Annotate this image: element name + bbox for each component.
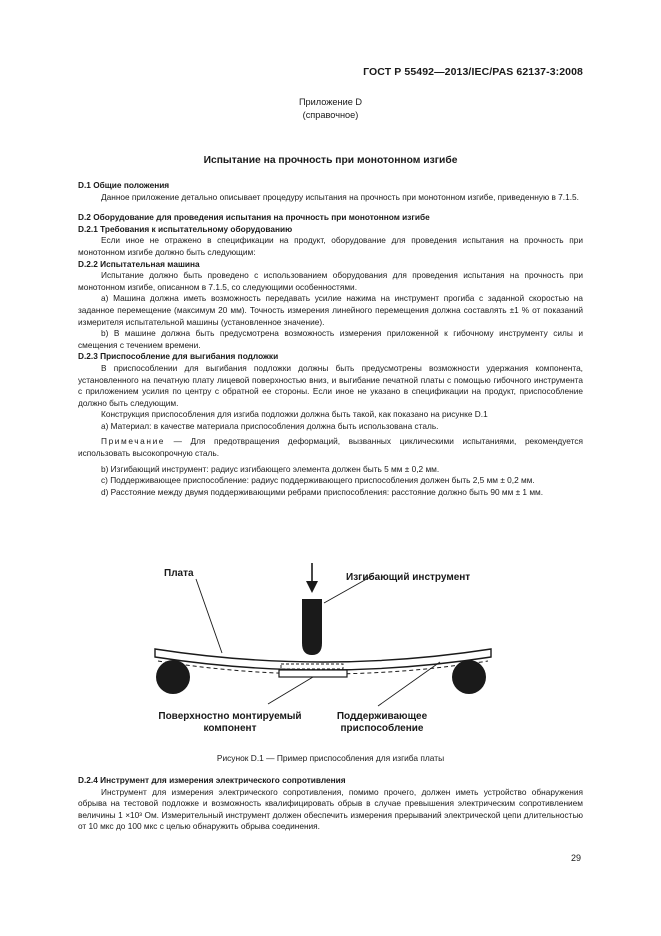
note-text: — Для предотвращения деформаций, вызванных циклическими испытаниями, рекомендуется использовать высокопрочную сталь. (78, 436, 583, 459)
body-text-lower (78, 775, 583, 833)
section-d1-text: Данное приложение детально описывает процедуру испытания на прочность при монотонном изгибе, приведенную в 7.1.5. (101, 191, 579, 202)
standard-code: ГОСТ Р 55492—2013/IEC/PAS 62137-3:2008 (363, 66, 583, 78)
section-d22-item-a: а) Машина должна иметь возможность передавать усилие нажима на инструмент прогиба с заданной скоростью на заданное перемещение (максимум 20 мм). Точность измерения линейного перемещения должна составлять ±1 % от показаний измерителя испытательной машины (установленное значение). (78, 293, 583, 327)
label-bending-tool: Изгибающий инструмент (346, 572, 471, 583)
note (78, 436, 583, 459)
appendix-label: Приложение D (298, 97, 363, 107)
label-board: Плата (164, 568, 194, 579)
section-d23-heading: D.2.3 Приспособление для выгибания подложки (78, 351, 279, 362)
label-component-line-2: компонент (203, 723, 257, 734)
page-number: 29 (570, 853, 581, 863)
section-d22-text: Испытание должно быть проведено с использованием оборудования для проведения испытания на прочность при монотонном изгибе, описанном в 7.1.5, со следующими особенностями. (78, 270, 583, 292)
bending-tool (302, 599, 322, 655)
section-d23-item-b: b) Изгибающий инструмент: радиус изгибающего элемента должен быть 5 мм ± 0,2 мм. (101, 463, 440, 474)
appendix-title: Испытание на прочность при монотонном изгибе (203, 155, 458, 166)
mounted-component (279, 670, 347, 677)
label-support-line-2: приспособление (340, 723, 424, 734)
label-component-line-1: Поверхностно монтируемый (158, 711, 302, 722)
section-d23-item-c: c) Поддерживающее приспособление: радиус поддерживающего приспособления должен быть 2,5 мм ± 0,2 мм. (101, 475, 535, 486)
appendix-header (0, 96, 661, 122)
section-d23-item-d: d) Расстояние между двумя поддерживающими ребрами приспособления: расстояние должно быть 90 мм ± 1 мм. (101, 486, 544, 497)
leader-component (268, 677, 313, 704)
appendix-kind: (справочное) (302, 110, 359, 120)
body-text-upper (78, 180, 583, 498)
section-d23-text-2: Конструкция приспособления для изгиба подложки должна быть такой, как показано на рисунке D.1 (101, 409, 488, 420)
support-right (452, 660, 486, 694)
section-d21-heading: D.2.1 Требования к испытательному оборудованию (78, 223, 293, 234)
section-d21-text: Если иное не отражено в спецификации на продукт, оборудование для проведения испытания на прочность при монотонном изгибе должно быть следующим: (78, 235, 583, 257)
section-d2-heading: D.2 Оборудование для проведения испытания на прочность при монотонном изгибе (78, 212, 430, 223)
figure-bending-fixture (150, 563, 496, 741)
tool-arrow-head (306, 581, 318, 593)
figure-caption: Рисунок D.1 — Пример приспособления для изгиба платы (216, 753, 445, 763)
support-left (156, 660, 190, 694)
section-d23-text: В приспособлении для выгибания подложки должны быть предусмотрены возможности удержания компонента, установленного на печатную плату лицевой поверхностью вниз, и выгибание печатной платы с помощью гибочного инструмента с приложением усилия по центру с обратной ее стороны. Если иное не указано в спецификации на продукт, приспособление должно быть следующим. (78, 362, 583, 408)
label-support-line-1: Поддерживающее (336, 711, 428, 722)
section-d24-heading: D.2.4 Инструмент для измерения электрического сопротивления (78, 775, 346, 785)
section-d23-item-a: а) Материал: в качестве материала приспособления должна быть использована сталь. (101, 420, 439, 431)
section-d24-text: Инструмент для измерения электрического сопротивления, помимо прочего, должен иметь устройство обнаружения обрыва на тестовой подложке и возможность квалифицировать обрыв в случае превышения электрическим сопротивлением величины 1 ×10³ Ом. Измерительный инструмент должен обеспечить измерения прерываний электрической цепи длительностью от 10 мкс до 100 мкс с целью обнаружить обрыва соединения. (78, 786, 583, 832)
section-d22-heading: D.2.2 Испытательная машина (78, 258, 200, 269)
section-d1-heading: D.1 Общие положения (78, 180, 170, 190)
note-label: Примечание (101, 436, 166, 447)
leader-board (196, 579, 222, 653)
section-d22-item-b: b) В машине должна быть предусмотрена возможность измерения приложенной к гибочному инструменту силы и смещения с течением времени. (78, 328, 583, 350)
board-plate (155, 649, 491, 670)
